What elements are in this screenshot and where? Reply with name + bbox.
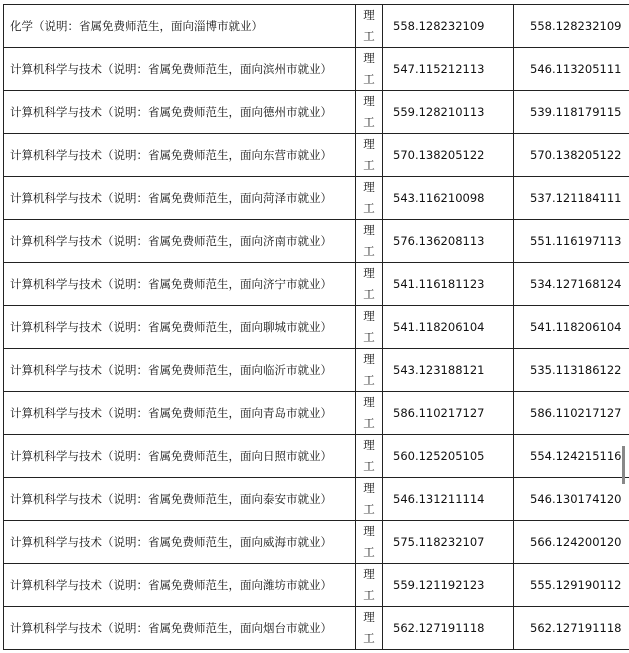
major-cell: 计算机科学与技术（说明：省属免费师范生，面向德州市就业） <box>4 91 356 134</box>
category-cell <box>356 5 383 48</box>
category-char-2: 工 <box>363 330 375 344</box>
major-cell: 计算机科学与技术（说明：省属免费师范生，面向济南市就业） <box>4 220 356 263</box>
table-row <box>4 564 629 607</box>
score-cell-1: 575.118232107 <box>383 521 514 564</box>
category-char-1: 理 <box>363 481 375 495</box>
score-cell-2: 541.118206104 <box>514 306 629 349</box>
major-cell: 计算机科学与技术（说明：省属免费师范生，面向泰安市就业） <box>4 478 356 521</box>
table-row <box>4 5 629 48</box>
score-cell-1: 543.123188121 <box>383 349 514 392</box>
category-char-2: 工 <box>363 545 375 559</box>
score-cell-2: 554.124215116 <box>514 435 629 478</box>
category-char-2: 工 <box>363 115 375 129</box>
table-row <box>4 435 629 478</box>
table-row <box>4 478 629 521</box>
major-cell: 计算机科学与技术（说明：省属免费师范生，面向日照市就业） <box>4 435 356 478</box>
category-cell <box>356 435 383 478</box>
major-cell: 计算机科学与技术（说明：省属免费师范生，面向聊城市就业） <box>4 306 356 349</box>
category-char-2: 工 <box>363 201 375 215</box>
category-cell <box>356 306 383 349</box>
score-cell-1: 586.110217127 <box>383 392 514 435</box>
category-char-2: 工 <box>363 244 375 258</box>
table-row <box>4 91 629 134</box>
category-char-1: 理 <box>363 266 375 280</box>
category-char-2: 工 <box>363 72 375 86</box>
major-cell: 计算机科学与技术（说明：省属免费师范生，面向烟台市就业） <box>4 607 356 650</box>
score-cell-2: 558.128232109 <box>514 5 629 48</box>
major-cell: 计算机科学与技术（说明：省属免费师范生，面向潍坊市就业） <box>4 564 356 607</box>
score-cell-1: 541.116181123 <box>383 263 514 306</box>
category-cell <box>356 478 383 521</box>
major-cell: 计算机科学与技术（说明：省属免费师范生，面向威海市就业） <box>4 521 356 564</box>
category-char-2: 工 <box>363 502 375 516</box>
category-char-1: 理 <box>363 395 375 409</box>
category-char-1: 理 <box>363 309 375 323</box>
category-char-1: 理 <box>363 223 375 237</box>
category-char-1: 理 <box>363 8 375 22</box>
category-cell <box>356 134 383 177</box>
major-cell: 计算机科学与技术（说明：省属免费师范生，面向滨州市就业） <box>4 48 356 91</box>
major-cell: 计算机科学与技术（说明：省属免费师范生，面向济宁市就业） <box>4 263 356 306</box>
category-cell <box>356 263 383 306</box>
score-cell-1: 541.118206104 <box>383 306 514 349</box>
table-row <box>4 177 629 220</box>
category-char-2: 工 <box>363 373 375 387</box>
score-cell-2: 586.110217127 <box>514 392 629 435</box>
table-row <box>4 306 629 349</box>
category-char-2: 工 <box>363 287 375 301</box>
scroll-marker[interactable] <box>622 446 625 484</box>
category-char-1: 理 <box>363 524 375 538</box>
category-char-1: 理 <box>363 567 375 581</box>
category-char-1: 理 <box>363 51 375 65</box>
score-cell-2: 534.127168124 <box>514 263 629 306</box>
score-cell-2: 535.113186122 <box>514 349 629 392</box>
category-cell <box>356 177 383 220</box>
score-cell-1: 562.127191118 <box>383 607 514 650</box>
score-cell-2: 546.130174120 <box>514 478 629 521</box>
score-cell-1: 543.116210098 <box>383 177 514 220</box>
category-cell <box>356 564 383 607</box>
category-char-1: 理 <box>363 352 375 366</box>
score-cell-2: 566.124200120 <box>514 521 629 564</box>
score-cell-1: 570.138205122 <box>383 134 514 177</box>
category-cell <box>356 607 383 650</box>
major-cell: 计算机科学与技术（说明：省属免费师范生，面向临沂市就业） <box>4 349 356 392</box>
table-row <box>4 263 629 306</box>
category-cell <box>356 48 383 91</box>
category-cell <box>356 91 383 134</box>
score-cell-1: 559.128210113 <box>383 91 514 134</box>
score-cell-2: 546.113205111 <box>514 48 629 91</box>
category-char-2: 工 <box>363 588 375 602</box>
table-row <box>4 220 629 263</box>
category-char-1: 理 <box>363 137 375 151</box>
score-cell-1: 546.131211114 <box>383 478 514 521</box>
admission-score-table <box>3 4 629 650</box>
table-row <box>4 134 629 177</box>
score-cell-1: 559.121192123 <box>383 564 514 607</box>
score-cell-2: 555.129190112 <box>514 564 629 607</box>
score-cell-2: 551.116197113 <box>514 220 629 263</box>
table-row <box>4 607 629 650</box>
table-row <box>4 392 629 435</box>
category-char-2: 工 <box>363 29 375 43</box>
score-cell-2: 539.118179115 <box>514 91 629 134</box>
category-cell <box>356 349 383 392</box>
score-cell-1: 560.125205105 <box>383 435 514 478</box>
score-cell-2: 570.138205122 <box>514 134 629 177</box>
score-cell-1: 576.136208113 <box>383 220 514 263</box>
category-cell <box>356 392 383 435</box>
category-char-2: 工 <box>363 631 375 645</box>
table-row <box>4 349 629 392</box>
major-cell: 计算机科学与技术（说明：省属免费师范生，面向东营市就业） <box>4 134 356 177</box>
score-cell-1: 547.115212113 <box>383 48 514 91</box>
category-char-2: 工 <box>363 459 375 473</box>
table-row <box>4 521 629 564</box>
table-body <box>4 5 629 650</box>
score-cell-2: 537.121184111 <box>514 177 629 220</box>
major-cell: 计算机科学与技术（说明：省属免费师范生，面向青岛市就业） <box>4 392 356 435</box>
major-cell: 化学（说明：省属免费师范生，面向淄博市就业） <box>4 5 356 48</box>
category-char-2: 工 <box>363 158 375 172</box>
category-cell <box>356 521 383 564</box>
category-char-1: 理 <box>363 180 375 194</box>
category-char-1: 理 <box>363 94 375 108</box>
category-cell <box>356 220 383 263</box>
category-char-1: 理 <box>363 610 375 624</box>
score-cell-2: 562.127191118 <box>514 607 629 650</box>
category-char-2: 工 <box>363 416 375 430</box>
score-cell-1: 558.128232109 <box>383 5 514 48</box>
major-cell: 计算机科学与技术（说明：省属免费师范生，面向菏泽市就业） <box>4 177 356 220</box>
table-row <box>4 48 629 91</box>
category-char-1: 理 <box>363 438 375 452</box>
